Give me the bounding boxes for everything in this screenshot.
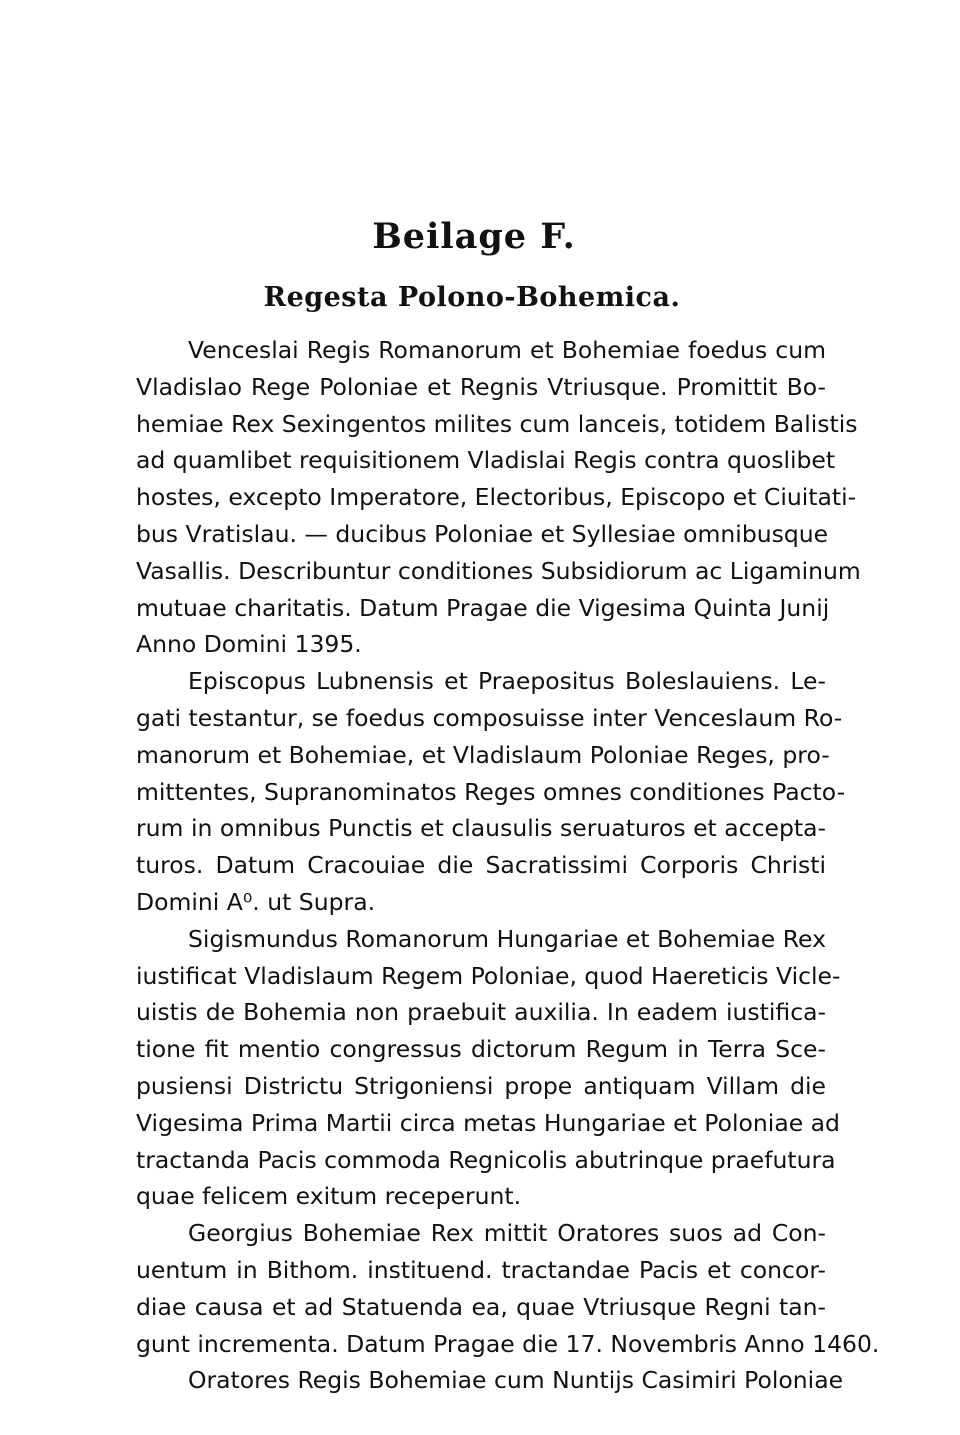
text-line: Georgius Bohemiae Rex mittit Oratores suos ad Con- [188, 1219, 826, 1248]
text-line: quae felicem exitum receperunt. [136, 1182, 522, 1211]
page-title: Beilage F. [372, 216, 576, 257]
text-line: gati testantur, se foedus composuisse inter Venceslaum Ro- [136, 703, 843, 732]
text-line: turos. Datum Cracouiae die Sacratissimi Corporis Christi [136, 851, 826, 880]
text-line: hostes, excepto Imperatore, Electoribus, Episcopo et Ciuitati- [136, 483, 857, 512]
paragraph-1 [136, 332, 861, 663]
text-line: ad quamlibet requisitionem Vladislai Regis contra quoslibet [136, 446, 836, 475]
text-line: gunt incrementa. Datum Pragae die 17. Novembris Anno 1460. [136, 1329, 880, 1358]
text-line: iustificat Vladislaum Regem Poloniae, quod Haereticis Vicle- [136, 961, 841, 990]
text-line: Anno Domini 1395. [136, 630, 362, 659]
text-line: Venceslai Regis Romanorum et Bohemiae foedus cum [188, 336, 826, 364]
text-line: pusiensi Districtu Strigoniensi prope antiquam Villam die [136, 1071, 826, 1100]
text-line: tractanda Pacis commoda Regnicolis abutrinque praefutura [136, 1145, 836, 1174]
text-line: rum in omnibus Punctis et clausulis seruaturos et accepta- [136, 814, 826, 843]
paragraph-2 [136, 663, 846, 921]
text-line: Oratores Regis Bohemiae cum Nuntijs Casimiri Poloniae [188, 1366, 844, 1395]
page-subtitle: Regesta Polono-Bohemica. [263, 282, 681, 313]
paragraph-5 [136, 1362, 844, 1399]
paragraph-3 [136, 921, 841, 1215]
paragraph-4 [136, 1215, 880, 1362]
text-line: Vigesima Prima Martii circa metas Hungariae et Poloniae ad [136, 1108, 840, 1137]
text-line: Episcopus Lubnensis et Praepositus Boleslauiens. Le- [188, 667, 826, 696]
text-line: Domini A⁰. ut Supra. [136, 887, 376, 916]
text-line: bus Vratislau. — ducibus Poloniae et Syllesiae omnibusque [136, 519, 829, 548]
text-line: Vasallis. Describuntur conditiones Subsidiorum ac Ligaminum [136, 556, 861, 585]
text-line: manorum et Bohemiae, et Vladislaum Poloniae Reges, pro- [136, 740, 830, 769]
text-line: tione fit mentio congressus dictorum Regum in Terra Sce- [136, 1035, 826, 1064]
body-text [136, 332, 880, 1399]
text-line: Sigismundus Romanorum Hungariae et Bohemiae Rex [188, 924, 826, 953]
text-line: uistis de Bohemia non praebuit auxilia. In eadem iustifica- [136, 998, 826, 1027]
text-line: Vladislao Rege Poloniae et Regnis Vtriusque. Promittit Bo- [136, 372, 826, 401]
text-line: diae causa et ad Statuenda ea, quae Vtriusque Regni tan- [136, 1292, 826, 1321]
text-line: mutuae charitatis. Datum Pragae die Vigesima Quinta Junij [136, 593, 830, 622]
text-line: uentum in Bithom. instituend. tractandae Pacis et concor- [136, 1255, 826, 1284]
text-line: mittentes, Supranominatos Reges omnes conditiones Pacto- [136, 777, 846, 806]
text-line: hemiae Rex Sexingentos milites cum lanceis, totidem Balistis [136, 409, 858, 438]
